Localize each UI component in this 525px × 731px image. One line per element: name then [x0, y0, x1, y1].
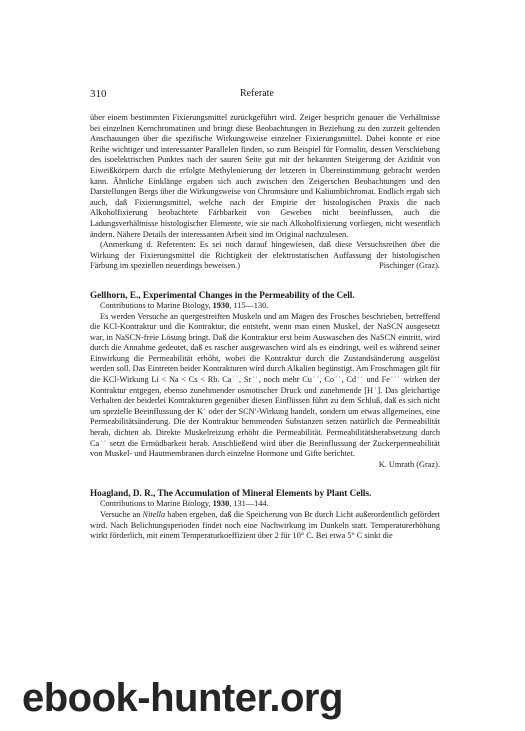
section2-body: Es werden Versuche an quergestreiften Muskeln und am Magen des Frosches beschrieben, betreffend die KCl-Kontraktur und die Kontraktur, die entsteht, wenn man einen Muskel, der NaSCN ausgesetzt war, in NaSCN-freie Lösung bringt. Daß die Kontraktur erst beim Auswaschen des NaSCN eintritt, wird durch die Annahme gedeutet, daß es rascher ausgewaschen wird als es eindringt, weil es während seiner Einwirkung die Permeabilität erhöht, wobei die Kontraktur durch die Zustandsänderung ausgelöst werden soll. Das Eintreten beider Kontrakturen wird durch Alkalien begünstigt. Am Froschmagen gilt für die KCl-Wirkung Li < Na < Cs < Rb. Ca˙˙, Sr˙˙, noch mehr Cu˙˙, Co˙˙, Cd˙˙ und Fe˙˙˙ wirken der Kontraktur entgegen, ebenso zunehmender osmotischer Druck und zunehmende [H˙]. Das gleichartige Verhalten der beiderlei Kontrakturen gegenüber diesen Einflüssen führt zu dem Schluß, daß es sich nicht um spezielle Beeinflussung der K˙ oder der SCN′-Wirkung handelt, sondern um etwas allgemeines, eine Permeabilitätsänderung. Die der Kontraktur hemmenden Substanzen setzen natürlich die Permeabilität herab, dichten ab. Direkte Muskelreizung erhöht die Permeabilität. Permeabilitätsherabsetzung durch Ca˙˙ setzt die Ermüdbarkeit herab. Anschließend wird über die Beeinflussung der Zuckerpermeabilität von Muskel- und Hautmembranen durch einzelne Hormone und Gifte berichtet. [90, 311, 441, 459]
section2-title: Gellhorn, E., Experimental Changes in the Permeability of the Cell. [90, 289, 355, 300]
section1-note [90, 240, 440, 272]
section3-body-rest: haben ergeben, daß die Speicherung von Br durch Licht außerordentlich gefördert wird. Nach Belichtungsperioden findet noch eine Nachwirkung im Dunkeln statt. Temperaturerhöhung wirkt förderlich, mit einem Temperaturkoeffizient über 2 für 10° C. Bei etwa 5° C sinkt die [90, 510, 440, 541]
section3-body [90, 510, 440, 542]
section3-title: Hoagland, D. R., The Accumulation of Mineral Elements by Plant Cells. [90, 488, 372, 499]
page [90, 88, 440, 542]
section2-signature: K. Umrath (Graz). [378, 459, 440, 469]
section3-citation [90, 499, 440, 510]
watermark-logo: ebook-hunter.org [22, 676, 343, 720]
section3-cite-journal: Contributions to Marine Biology, [100, 499, 211, 509]
section3-cite-pages: , 131—144. [229, 499, 269, 509]
section3-cite-year: 1930 [212, 499, 230, 509]
section1-signature: Pischinger (Graz). [379, 261, 440, 271]
running-head: Referate [240, 88, 274, 99]
section3-body-species: Nitella [142, 510, 166, 519]
section2-citation [90, 301, 440, 312]
page-header [90, 88, 440, 102]
section1-body: über einem bestimmten Fixierungsmittel zurückgeführt wird. Zeiger bespricht genauer die Verhältnisse bei einzelnen Kernchromatinen und bringt diese Beobachtungen in Beziehung zu den zurzeit geltenden Anschauungen über die spezifische Wirkungsweise einzelner Fixierungsmittel. Dabei konnte er eine Reihe wichtiger und interessanter Parallelen finden, so zum Beispiel für Formalin, dessen Verschiebung des isoelektrischen Punktes nach der sauren Seite gut mit der bekannten Steigerung der Azidität von Eiweißkörpern durch die erfolgte Methylenierung der letzeren in Übereinstimmung gebracht werden kann. Ähnliche Einklänge ergaben sich auch zwischen den Zeigerschen Beobachtungen und den Darstellungen Bergs über die Wirkungsweise von Chromsäure und Kaliumbichromat. Endlich ergab sich auch, daß Fixierungsmittel, welche nach der Empirie der histologischen Praxis die nach Alkoholfixierung beobachtete Färbbarkeit von Geweben nicht beeinflussen, auch die Ladungsverhältnisse histologischer Elemente, wie sie nach Alkoholfixierung vorliegen, nicht wesentlich ändern. Nähere Details der interessanten Arbeit sind im Original nachzulesen. [90, 113, 440, 239]
section1-note-text: (Anmerkung d. Referenten: Es sei noch darauf hingewiesen, daß diese Versuchsreihen über die Wirkung der Fixierungsmittel die Richtigkeit der elektrostatischen Auffassung der histologischen Färbung im speziellen neuerdings beweisen.) [90, 240, 440, 271]
section2-cite-journal: Contributions to Marine Biology, [100, 300, 211, 310]
section2-cite-year: 1930 [212, 300, 230, 310]
section3-body-intro: Versuche an [100, 510, 143, 519]
section2-cite-pages: , 115—130. [229, 300, 269, 310]
page-number: 310 [90, 88, 107, 100]
